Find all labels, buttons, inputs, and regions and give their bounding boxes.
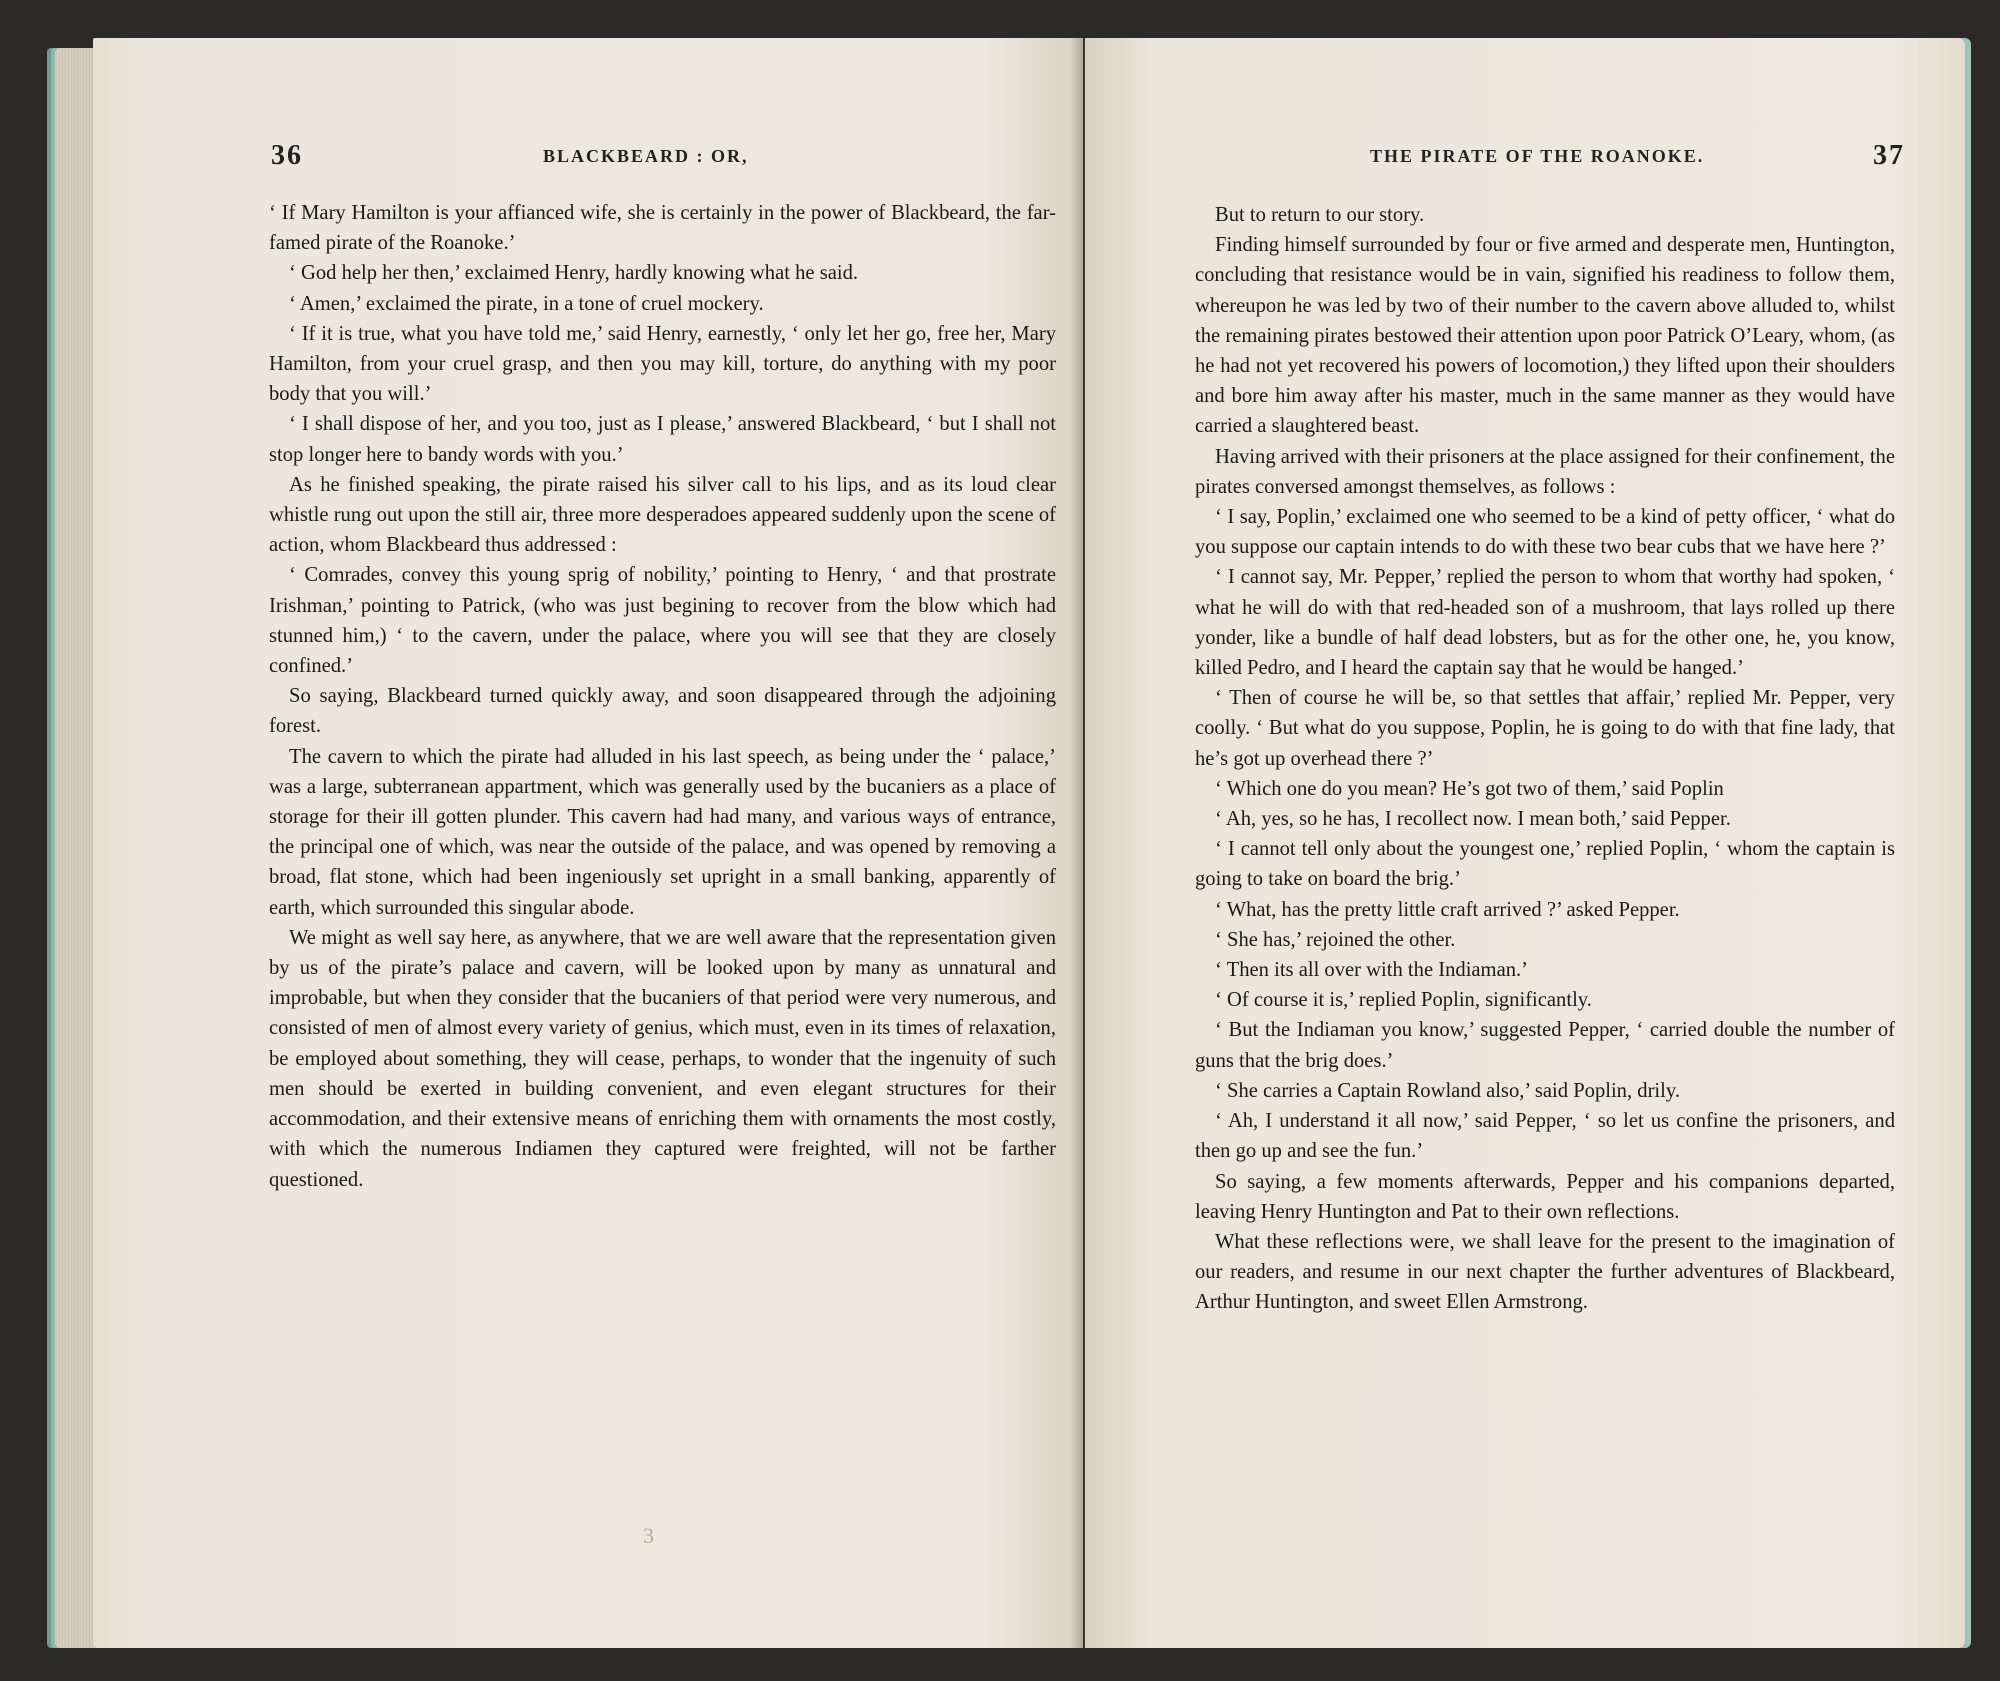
paragraph: We might as well say here, as anywhere, that we are well aware that the representation given by us of the pirate’s palace and cavern, will be looked upon by many as unnatural and improbable, but when they consider that the bucaniers of that period were very numerous, and consisted of men of almost every variety of genius, which must, even in its times of relaxation, be employed about something, they will cease, perhaps, to wonder that the ingenuity of such men should be exerted in building convenient, and even elegant structures for their accommodation, and their extensive means of enriching them with ornaments the most costly, with which the numerous Indiamen they captured were freighted, will not be farther questioned. xyxy=(269,926,1056,1191)
right-running-head: THE PIRATE OF THE ROANOKE. xyxy=(1370,146,1705,166)
paragraph: As he finished speaking, the pirate raised his silver call to his lips, and as its loud clear whistle rung out upon the still air, three more desperadoes appeared suddenly upon the scene of action, whom Blackbeard thus addressed : xyxy=(269,473,1056,557)
paragraph: ‘ Of course it is,’ replied Poplin, significantly. xyxy=(1215,989,1592,1012)
left-page xyxy=(93,38,1083,1648)
right-page xyxy=(1085,38,1965,1648)
paragraph: ‘ Comrades, convey this young sprig of nobility,’ pointing to Henry, ‘ and that prostrate Irishman,’ pointing to Patrick, (who was just begining to recover from the blow which had stunned him,) ‘ to the cavern, under the palace, where you will see that they are closely confined.’ xyxy=(269,564,1056,678)
paragraph: ‘ I cannot say, Mr. Pepper,’ replied the person to whom that worthy had spoken, ‘ what he will do with that red-headed son of a mushroom, that lays rolled up there yonder, like a bundle of half dead lobsters, but as for the other one, he, you know, killed Pedro, and I heard the captain say that he would be hanged.’ xyxy=(1195,566,1895,680)
paragraph: ‘ Then its all over with the Indiaman.’ xyxy=(1215,959,1529,982)
paragraph: Finding himself surrounded by four or five armed and desperate men, Huntington, concluding that resistance would be in vain, signified his readiness to follow them, whereupon he was led by two of their number to the cavern above alluded to, whilst the remaining pirates bestowed their attention upon poor Patrick O’Leary, whom, (as he had not yet recovered his powers of locomotion,) they lifted upon their shoulders and bore him away after his master, much in the same manner as they would have carried a slaughtered beast. xyxy=(1195,234,1895,438)
paragraph: ‘ She has,’ rejoined the other. xyxy=(1215,928,1456,951)
left-page-number: 36 xyxy=(271,140,303,171)
right-page-header xyxy=(1085,140,1965,186)
paragraph: The cavern to which the pirate had alluded in his last speech, as being under the ‘ palace,’ was a large, subterranean appartment, which was generally used by the bucaniers as a place of storage for their ill gotten plunder. This cavern had had many, and various ways of entrance, the principal one of which, was near the outside of the palace, and was opened by removing a broad, flat stone, which had been ingeniously set upright in a small banking, apparently of earth, which surrounded this singular abode. xyxy=(269,745,1056,919)
right-page-number: 37 xyxy=(1873,140,1905,171)
left-running-head: BLACKBEARD : OR, xyxy=(543,146,749,166)
paragraph: ‘ Which one do you mean? He’s got two of them,’ said Poplin xyxy=(1215,777,1724,800)
paragraph: So saying, Blackbeard turned quickly away, and soon disappeared through the adjoining forest. xyxy=(269,685,1056,738)
paragraph: ‘ If Mary Hamilton is your affianced wife, she is certainly in the power of Blackbeard, the far-famed pirate of the Roanoke.’ xyxy=(269,202,1056,255)
left-page-header xyxy=(93,140,1083,186)
paragraph: But to return to our story. xyxy=(1215,204,1425,226)
paragraph: ‘ I cannot tell only about the youngest one,’ replied Poplin, ‘ whom the captain is going to take on board the brig.’ xyxy=(1195,838,1895,891)
paragraph: ‘ Amen,’ exclaimed the pirate, in a tone of cruel mockery. xyxy=(289,292,764,315)
paragraph: ‘ But the Indiaman you know,’ suggested Pepper, ‘ carried double the number of guns that the brig does.’ xyxy=(1195,1019,1895,1072)
paragraph: ‘ Ah, I understand it all now,’ said Pepper, ‘ so let us confine the prisoners, and then go up and see the fun.’ xyxy=(1195,1110,1895,1163)
paragraph: ‘ Then of course he will be, so that settles that affair,’ replied Mr. Pepper, very coolly. ‘ But what do you suppose, Poplin, he is going to do with that fine lady, that he’s got up overhead there ?’ xyxy=(1195,687,1895,770)
right-page-body xyxy=(1195,200,1895,1318)
paragraph: What these reflections were, we shall leave for the present to the imagination of our readers, and resume in our next chapter the further adventures of Blackbeard, Arthur Huntington, and sweet Ellen Armstrong. xyxy=(1195,1230,1895,1314)
paragraph: Having arrived with their prisoners at the place assigned for their confinement, the pirates conversed amongst themselves, as follows : xyxy=(1195,445,1895,498)
paragraph: So saying, a few moments afterwards, Pepper and his companions departed, leaving Henry Huntington and Pat to their own reflections. xyxy=(1195,1170,1895,1223)
open-book xyxy=(55,38,1970,1658)
paragraph: ‘ I shall dispose of her, and you too, just as I please,’ answered Blackbeard, ‘ but I shall not stop longer here to bandy words with you.’ xyxy=(269,413,1056,466)
paragraph: ‘ If it is true, what you have told me,’ said Henry, earnestly, ‘ only let her go, free her, Mary Hamilton, from your cruel grasp, and then you may kill, torture, do anything with my poor body that you will.’ xyxy=(269,322,1056,406)
paragraph: ‘ Ah, yes, so he has, I recollect now. I mean both,’ said Pepper. xyxy=(1215,808,1731,831)
paragraph: ‘ God help her then,’ exclaimed Henry, hardly knowing what he said. xyxy=(289,262,859,285)
paragraph: ‘ I say, Poplin,’ exclaimed one who seemed to be a kind of petty officer, ‘ what do you suppose our captain intends to do with these two bear cubs that we have here ?’ xyxy=(1195,506,1895,559)
left-page-body xyxy=(269,198,1056,1195)
paragraph: ‘ She carries a Captain Rowland also,’ said Poplin, drily. xyxy=(1215,1079,1680,1102)
signature-mark: 3 xyxy=(643,1523,654,1548)
paragraph: ‘ What, has the pretty little craft arrived ?’ asked Pepper. xyxy=(1215,898,1680,921)
